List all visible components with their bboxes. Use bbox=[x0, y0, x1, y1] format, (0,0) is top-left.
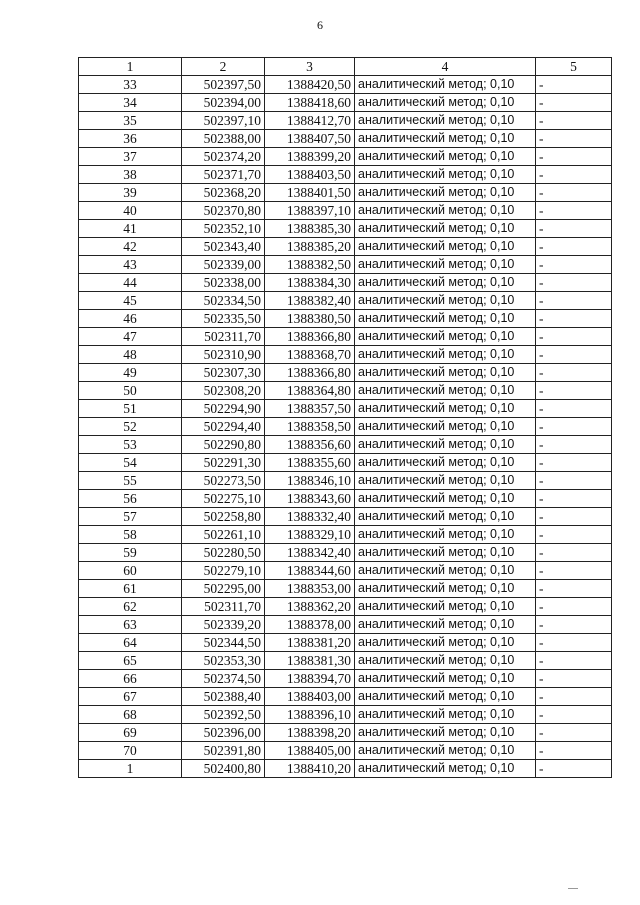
coordinates-table bbox=[78, 57, 612, 778]
y-coordinate-cell: 1388397,10 bbox=[265, 202, 355, 220]
note-cell: - bbox=[536, 598, 612, 616]
method-accuracy-cell: аналитический метод; 0,10 bbox=[355, 166, 536, 184]
y-coordinate-cell: 1388362,20 bbox=[265, 598, 355, 616]
x-coordinate-cell: 502290,80 bbox=[182, 436, 265, 454]
table-row bbox=[79, 112, 612, 130]
table-row bbox=[79, 508, 612, 526]
note-cell: - bbox=[536, 688, 612, 706]
y-coordinate-cell: 1388420,50 bbox=[265, 76, 355, 94]
x-coordinate-cell: 502307,30 bbox=[182, 364, 265, 382]
point-number-cell: 68 bbox=[79, 706, 182, 724]
point-number-cell: 70 bbox=[79, 742, 182, 760]
table-row bbox=[79, 346, 612, 364]
method-accuracy-cell: аналитический метод; 0,10 bbox=[355, 310, 536, 328]
y-coordinate-cell: 1388399,20 bbox=[265, 148, 355, 166]
note-cell: - bbox=[536, 634, 612, 652]
method-accuracy-cell: аналитический метод; 0,10 bbox=[355, 94, 536, 112]
point-number-cell: 59 bbox=[79, 544, 182, 562]
method-accuracy-cell: аналитический метод; 0,10 bbox=[355, 670, 536, 688]
point-number-cell: 61 bbox=[79, 580, 182, 598]
method-accuracy-cell: аналитический метод; 0,10 bbox=[355, 688, 536, 706]
x-coordinate-cell: 502295,00 bbox=[182, 580, 265, 598]
method-accuracy-cell: аналитический метод; 0,10 bbox=[355, 724, 536, 742]
method-accuracy-cell: аналитический метод; 0,10 bbox=[355, 184, 536, 202]
note-cell: - bbox=[536, 760, 612, 778]
point-number-cell: 49 bbox=[79, 364, 182, 382]
y-coordinate-cell: 1388381,20 bbox=[265, 634, 355, 652]
table-row bbox=[79, 706, 612, 724]
point-number-cell: 63 bbox=[79, 616, 182, 634]
y-coordinate-cell: 1388364,80 bbox=[265, 382, 355, 400]
table-row bbox=[79, 148, 612, 166]
method-accuracy-cell: аналитический метод; 0,10 bbox=[355, 328, 536, 346]
note-cell: - bbox=[536, 364, 612, 382]
point-number-cell: 39 bbox=[79, 184, 182, 202]
x-coordinate-cell: 502294,90 bbox=[182, 400, 265, 418]
note-cell: - bbox=[536, 130, 612, 148]
point-number-cell: 1 bbox=[79, 760, 182, 778]
point-number-cell: 64 bbox=[79, 634, 182, 652]
y-coordinate-cell: 1388405,00 bbox=[265, 742, 355, 760]
x-coordinate-cell: 502311,70 bbox=[182, 328, 265, 346]
y-coordinate-cell: 1388418,60 bbox=[265, 94, 355, 112]
note-cell: - bbox=[536, 274, 612, 292]
point-number-cell: 66 bbox=[79, 670, 182, 688]
point-number-cell: 51 bbox=[79, 400, 182, 418]
note-cell: - bbox=[536, 94, 612, 112]
point-number-cell: 53 bbox=[79, 436, 182, 454]
method-accuracy-cell: аналитический метод; 0,10 bbox=[355, 238, 536, 256]
point-number-cell: 55 bbox=[79, 472, 182, 490]
note-cell: - bbox=[536, 76, 612, 94]
point-number-cell: 54 bbox=[79, 454, 182, 472]
table-row bbox=[79, 76, 612, 94]
table-row bbox=[79, 292, 612, 310]
header-col-1: 1 bbox=[79, 58, 182, 76]
point-number-cell: 67 bbox=[79, 688, 182, 706]
table-row bbox=[79, 634, 612, 652]
header-col-3: 3 bbox=[265, 58, 355, 76]
method-accuracy-cell: аналитический метод; 0,10 bbox=[355, 562, 536, 580]
table-row bbox=[79, 220, 612, 238]
x-coordinate-cell: 502368,20 bbox=[182, 184, 265, 202]
y-coordinate-cell: 1388401,50 bbox=[265, 184, 355, 202]
table-row bbox=[79, 724, 612, 742]
x-coordinate-cell: 502397,50 bbox=[182, 76, 265, 94]
y-coordinate-cell: 1388407,50 bbox=[265, 130, 355, 148]
note-cell: - bbox=[536, 400, 612, 418]
table-row bbox=[79, 166, 612, 184]
note-cell: - bbox=[536, 742, 612, 760]
note-cell: - bbox=[536, 418, 612, 436]
note-cell: - bbox=[536, 184, 612, 202]
x-coordinate-cell: 502400,80 bbox=[182, 760, 265, 778]
note-cell: - bbox=[536, 112, 612, 130]
header-col-2: 2 bbox=[182, 58, 265, 76]
y-coordinate-cell: 1388366,80 bbox=[265, 364, 355, 382]
note-cell: - bbox=[536, 562, 612, 580]
y-coordinate-cell: 1388344,60 bbox=[265, 562, 355, 580]
y-coordinate-cell: 1388403,50 bbox=[265, 166, 355, 184]
note-cell: - bbox=[536, 310, 612, 328]
table-row bbox=[79, 742, 612, 760]
note-cell: - bbox=[536, 490, 612, 508]
x-coordinate-cell: 502275,10 bbox=[182, 490, 265, 508]
note-cell: - bbox=[536, 454, 612, 472]
point-number-cell: 38 bbox=[79, 166, 182, 184]
note-cell: - bbox=[536, 256, 612, 274]
note-cell: - bbox=[536, 238, 612, 256]
table-row bbox=[79, 526, 612, 544]
note-cell: - bbox=[536, 202, 612, 220]
method-accuracy-cell: аналитический метод; 0,10 bbox=[355, 652, 536, 670]
y-coordinate-cell: 1388385,30 bbox=[265, 220, 355, 238]
method-accuracy-cell: аналитический метод; 0,10 bbox=[355, 130, 536, 148]
note-cell: - bbox=[536, 436, 612, 454]
note-cell: - bbox=[536, 220, 612, 238]
method-accuracy-cell: аналитический метод; 0,10 bbox=[355, 256, 536, 274]
method-accuracy-cell: аналитический метод; 0,10 bbox=[355, 544, 536, 562]
table-row bbox=[79, 310, 612, 328]
method-accuracy-cell: аналитический метод; 0,10 bbox=[355, 418, 536, 436]
x-coordinate-cell: 502371,70 bbox=[182, 166, 265, 184]
table-row bbox=[79, 202, 612, 220]
method-accuracy-cell: аналитический метод; 0,10 bbox=[355, 382, 536, 400]
table-row bbox=[79, 274, 612, 292]
x-coordinate-cell: 502279,10 bbox=[182, 562, 265, 580]
x-coordinate-cell: 502397,10 bbox=[182, 112, 265, 130]
x-coordinate-cell: 502374,20 bbox=[182, 148, 265, 166]
note-cell: - bbox=[536, 580, 612, 598]
table-row bbox=[79, 364, 612, 382]
method-accuracy-cell: аналитический метод; 0,10 bbox=[355, 292, 536, 310]
method-accuracy-cell: аналитический метод; 0,10 bbox=[355, 76, 536, 94]
note-cell: - bbox=[536, 508, 612, 526]
table-row bbox=[79, 130, 612, 148]
table-row bbox=[79, 562, 612, 580]
point-number-cell: 46 bbox=[79, 310, 182, 328]
table-row bbox=[79, 670, 612, 688]
y-coordinate-cell: 1388366,80 bbox=[265, 328, 355, 346]
table-row bbox=[79, 382, 612, 400]
method-accuracy-cell: аналитический метод; 0,10 bbox=[355, 364, 536, 382]
x-coordinate-cell: 502311,70 bbox=[182, 598, 265, 616]
point-number-cell: 48 bbox=[79, 346, 182, 364]
x-coordinate-cell: 502353,30 bbox=[182, 652, 265, 670]
x-coordinate-cell: 502308,20 bbox=[182, 382, 265, 400]
point-number-cell: 36 bbox=[79, 130, 182, 148]
note-cell: - bbox=[536, 148, 612, 166]
table-row bbox=[79, 580, 612, 598]
method-accuracy-cell: аналитический метод; 0,10 bbox=[355, 598, 536, 616]
x-coordinate-cell: 502310,90 bbox=[182, 346, 265, 364]
point-number-cell: 34 bbox=[79, 94, 182, 112]
table-row bbox=[79, 238, 612, 256]
table-row bbox=[79, 436, 612, 454]
table-row bbox=[79, 418, 612, 436]
method-accuracy-cell: аналитический метод; 0,10 bbox=[355, 760, 536, 778]
header-row bbox=[79, 58, 612, 76]
y-coordinate-cell: 1388329,10 bbox=[265, 526, 355, 544]
point-number-cell: 35 bbox=[79, 112, 182, 130]
method-accuracy-cell: аналитический метод; 0,10 bbox=[355, 148, 536, 166]
method-accuracy-cell: аналитический метод; 0,10 bbox=[355, 526, 536, 544]
table-body bbox=[79, 76, 612, 778]
table-row bbox=[79, 490, 612, 508]
x-coordinate-cell: 502334,50 bbox=[182, 292, 265, 310]
point-number-cell: 45 bbox=[79, 292, 182, 310]
point-number-cell: 56 bbox=[79, 490, 182, 508]
table-row bbox=[79, 184, 612, 202]
table-row bbox=[79, 472, 612, 490]
point-number-cell: 37 bbox=[79, 148, 182, 166]
note-cell: - bbox=[536, 706, 612, 724]
x-coordinate-cell: 502352,10 bbox=[182, 220, 265, 238]
y-coordinate-cell: 1388396,10 bbox=[265, 706, 355, 724]
method-accuracy-cell: аналитический метод; 0,10 bbox=[355, 202, 536, 220]
method-accuracy-cell: аналитический метод; 0,10 bbox=[355, 220, 536, 238]
method-accuracy-cell: аналитический метод; 0,10 bbox=[355, 454, 536, 472]
x-coordinate-cell: 502339,00 bbox=[182, 256, 265, 274]
y-coordinate-cell: 1388403,00 bbox=[265, 688, 355, 706]
x-coordinate-cell: 502374,50 bbox=[182, 670, 265, 688]
y-coordinate-cell: 1388412,70 bbox=[265, 112, 355, 130]
method-accuracy-cell: аналитический метод; 0,10 bbox=[355, 472, 536, 490]
y-coordinate-cell: 1388380,50 bbox=[265, 310, 355, 328]
x-coordinate-cell: 502394,00 bbox=[182, 94, 265, 112]
y-coordinate-cell: 1388368,70 bbox=[265, 346, 355, 364]
method-accuracy-cell: аналитический метод; 0,10 bbox=[355, 706, 536, 724]
x-coordinate-cell: 502370,80 bbox=[182, 202, 265, 220]
point-number-cell: 57 bbox=[79, 508, 182, 526]
x-coordinate-cell: 502294,40 bbox=[182, 418, 265, 436]
x-coordinate-cell: 502388,40 bbox=[182, 688, 265, 706]
table-row bbox=[79, 616, 612, 634]
y-coordinate-cell: 1388394,70 bbox=[265, 670, 355, 688]
x-coordinate-cell: 502396,00 bbox=[182, 724, 265, 742]
method-accuracy-cell: аналитический метод; 0,10 bbox=[355, 616, 536, 634]
y-coordinate-cell: 1388346,10 bbox=[265, 472, 355, 490]
y-coordinate-cell: 1388385,20 bbox=[265, 238, 355, 256]
x-coordinate-cell: 502391,80 bbox=[182, 742, 265, 760]
point-number-cell: 44 bbox=[79, 274, 182, 292]
page-number: 6 bbox=[317, 18, 323, 32]
note-cell: - bbox=[536, 346, 612, 364]
note-cell: - bbox=[536, 670, 612, 688]
note-cell: - bbox=[536, 652, 612, 670]
x-coordinate-cell: 502338,00 bbox=[182, 274, 265, 292]
y-coordinate-cell: 1388378,00 bbox=[265, 616, 355, 634]
note-cell: - bbox=[536, 292, 612, 310]
point-number-cell: 40 bbox=[79, 202, 182, 220]
method-accuracy-cell: аналитический метод; 0,10 bbox=[355, 346, 536, 364]
point-number-cell: 41 bbox=[79, 220, 182, 238]
method-accuracy-cell: аналитический метод; 0,10 bbox=[355, 508, 536, 526]
table-row bbox=[79, 454, 612, 472]
y-coordinate-cell: 1388353,00 bbox=[265, 580, 355, 598]
x-coordinate-cell: 502344,50 bbox=[182, 634, 265, 652]
note-cell: - bbox=[536, 724, 612, 742]
y-coordinate-cell: 1388356,60 bbox=[265, 436, 355, 454]
x-coordinate-cell: 502388,00 bbox=[182, 130, 265, 148]
point-number-cell: 33 bbox=[79, 76, 182, 94]
note-cell: - bbox=[536, 382, 612, 400]
y-coordinate-cell: 1388355,60 bbox=[265, 454, 355, 472]
point-number-cell: 43 bbox=[79, 256, 182, 274]
note-cell: - bbox=[536, 544, 612, 562]
header-col-4: 4 bbox=[355, 58, 536, 76]
y-coordinate-cell: 1388358,50 bbox=[265, 418, 355, 436]
x-coordinate-cell: 502343,40 bbox=[182, 238, 265, 256]
table-row bbox=[79, 544, 612, 562]
point-number-cell: 52 bbox=[79, 418, 182, 436]
table-row bbox=[79, 652, 612, 670]
note-cell: - bbox=[536, 166, 612, 184]
y-coordinate-cell: 1388332,40 bbox=[265, 508, 355, 526]
x-coordinate-cell: 502335,50 bbox=[182, 310, 265, 328]
y-coordinate-cell: 1388382,40 bbox=[265, 292, 355, 310]
point-number-cell: 60 bbox=[79, 562, 182, 580]
y-coordinate-cell: 1388342,40 bbox=[265, 544, 355, 562]
footer-mark bbox=[568, 888, 578, 889]
point-number-cell: 58 bbox=[79, 526, 182, 544]
method-accuracy-cell: аналитический метод; 0,10 bbox=[355, 274, 536, 292]
table-row bbox=[79, 256, 612, 274]
x-coordinate-cell: 502392,50 bbox=[182, 706, 265, 724]
y-coordinate-cell: 1388357,50 bbox=[265, 400, 355, 418]
method-accuracy-cell: аналитический метод; 0,10 bbox=[355, 580, 536, 598]
x-coordinate-cell: 502339,20 bbox=[182, 616, 265, 634]
table-row bbox=[79, 760, 612, 778]
note-cell: - bbox=[536, 328, 612, 346]
header-col-5: 5 bbox=[536, 58, 612, 76]
point-number-cell: 47 bbox=[79, 328, 182, 346]
x-coordinate-cell: 502258,80 bbox=[182, 508, 265, 526]
method-accuracy-cell: аналитический метод; 0,10 bbox=[355, 490, 536, 508]
table-row bbox=[79, 598, 612, 616]
note-cell: - bbox=[536, 526, 612, 544]
y-coordinate-cell: 1388398,20 bbox=[265, 724, 355, 742]
y-coordinate-cell: 1388410,20 bbox=[265, 760, 355, 778]
method-accuracy-cell: аналитический метод; 0,10 bbox=[355, 112, 536, 130]
point-number-cell: 65 bbox=[79, 652, 182, 670]
y-coordinate-cell: 1388382,50 bbox=[265, 256, 355, 274]
table-row bbox=[79, 400, 612, 418]
y-coordinate-cell: 1388381,30 bbox=[265, 652, 355, 670]
x-coordinate-cell: 502291,30 bbox=[182, 454, 265, 472]
y-coordinate-cell: 1388343,60 bbox=[265, 490, 355, 508]
point-number-cell: 69 bbox=[79, 724, 182, 742]
y-coordinate-cell: 1388384,30 bbox=[265, 274, 355, 292]
point-number-cell: 62 bbox=[79, 598, 182, 616]
method-accuracy-cell: аналитический метод; 0,10 bbox=[355, 436, 536, 454]
table-header bbox=[79, 58, 612, 76]
point-number-cell: 50 bbox=[79, 382, 182, 400]
x-coordinate-cell: 502261,10 bbox=[182, 526, 265, 544]
method-accuracy-cell: аналитический метод; 0,10 bbox=[355, 400, 536, 418]
x-coordinate-cell: 502280,50 bbox=[182, 544, 265, 562]
note-cell: - bbox=[536, 616, 612, 634]
note-cell: - bbox=[536, 472, 612, 490]
point-number-cell: 42 bbox=[79, 238, 182, 256]
table-row bbox=[79, 688, 612, 706]
table-row bbox=[79, 328, 612, 346]
x-coordinate-cell: 502273,50 bbox=[182, 472, 265, 490]
table-row bbox=[79, 94, 612, 112]
method-accuracy-cell: аналитический метод; 0,10 bbox=[355, 634, 536, 652]
method-accuracy-cell: аналитический метод; 0,10 bbox=[355, 742, 536, 760]
